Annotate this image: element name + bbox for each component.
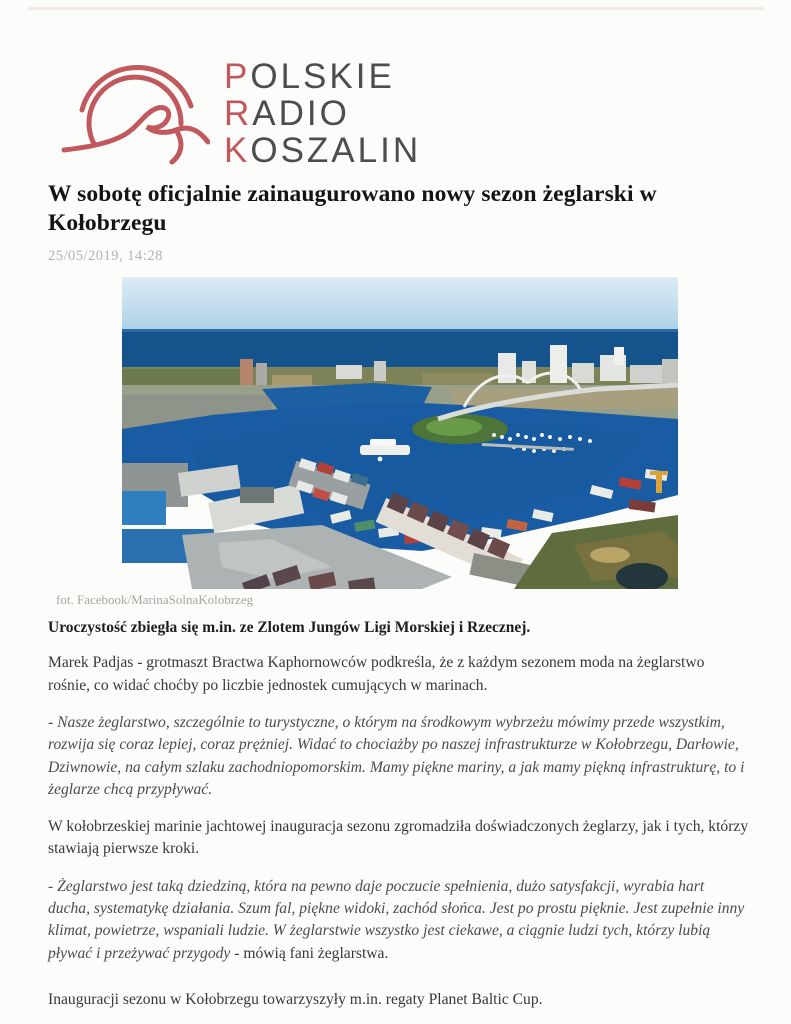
article-lead: Uroczystość zbiegła się m.in. ze Zlotem Jungów Ligi Morskiej i Rzecznej.	[48, 619, 531, 637]
paragraph: Marek Padjas - grotmaszt Bractwa Kaphornowców podkreśla, że z każdym sezonem moda na żeglarstwo rośnie, co widać choćby po liczbie jednostek cumujących w marinach.	[48, 654, 705, 694]
wave-circle-logo-icon	[60, 50, 210, 176]
paragraph-quote: - Żeglarstwo jest taką dziedziną, która na pewno daje poczucie spełnienia, dużo satysfakcji, wyrabia hart ducha, systematykę działania. Szum fal, piękne widoki, zachód słońca. Jest po prostu pięknie. Jest zupełnie inny klimat, powietrze, wspaniali ludzie. W żeglarstwie wszystko jest ciekawe, a ciągnie ludzi tych, którzy lubią pływać i przeżywać przygody - mówią fani żeglarstwa.	[48, 877, 745, 962]
photo-caption: fot. Facebook/MarinaSolnaKolobrzeg	[56, 592, 254, 608]
article-photo	[122, 277, 678, 589]
paragraph: Inauguracji sezonu w Kołobrzegu towarzyszyły m.in. regaty Planet Baltic Cup.	[48, 990, 543, 1008]
paragraph-quote: - Nasze żeglarstwo, szczególnie to turystyczne, o którym na środkowym wybrzeżu mówimy przede wszystkim, rozwija się coraz lepiej, coraz prężniej. Widać to chociażby po naszej infrastrukturze w Kołobrzegu, Darłowie, Dziwnowie, na całym szlaku zachodniopomorskim. Mamy piękne mariny, a jak mamy piękną infrastrukturę, to i żeglarze chcą przypływać.	[48, 713, 745, 798]
article-body	[48, 180, 750, 1011]
logo-line-radio: RADIO	[224, 93, 350, 133]
article-date: 25/05/2019, 14:28	[48, 248, 163, 265]
logo-line-koszalin: KOSZALIN	[224, 130, 422, 170]
marina-aerial-photo-illustration	[122, 277, 678, 589]
article-title: W sobotę oficjalnie zainaugurowano nowy sezon żeglarski w Kołobrzegu	[48, 181, 657, 236]
scan-artifact-line	[28, 7, 764, 10]
logo-wordmark	[224, 58, 421, 169]
logo-line-polskie: POLSKIE	[224, 56, 395, 96]
paragraph: W kołobrzeskiej marinie jachtowej inauguracja sezonu zgromadziła doświadczonych żeglarzy, jak i tych, którzy stawiają pierwsze kroki.	[48, 818, 749, 858]
radio-koszalin-logo	[60, 50, 421, 176]
